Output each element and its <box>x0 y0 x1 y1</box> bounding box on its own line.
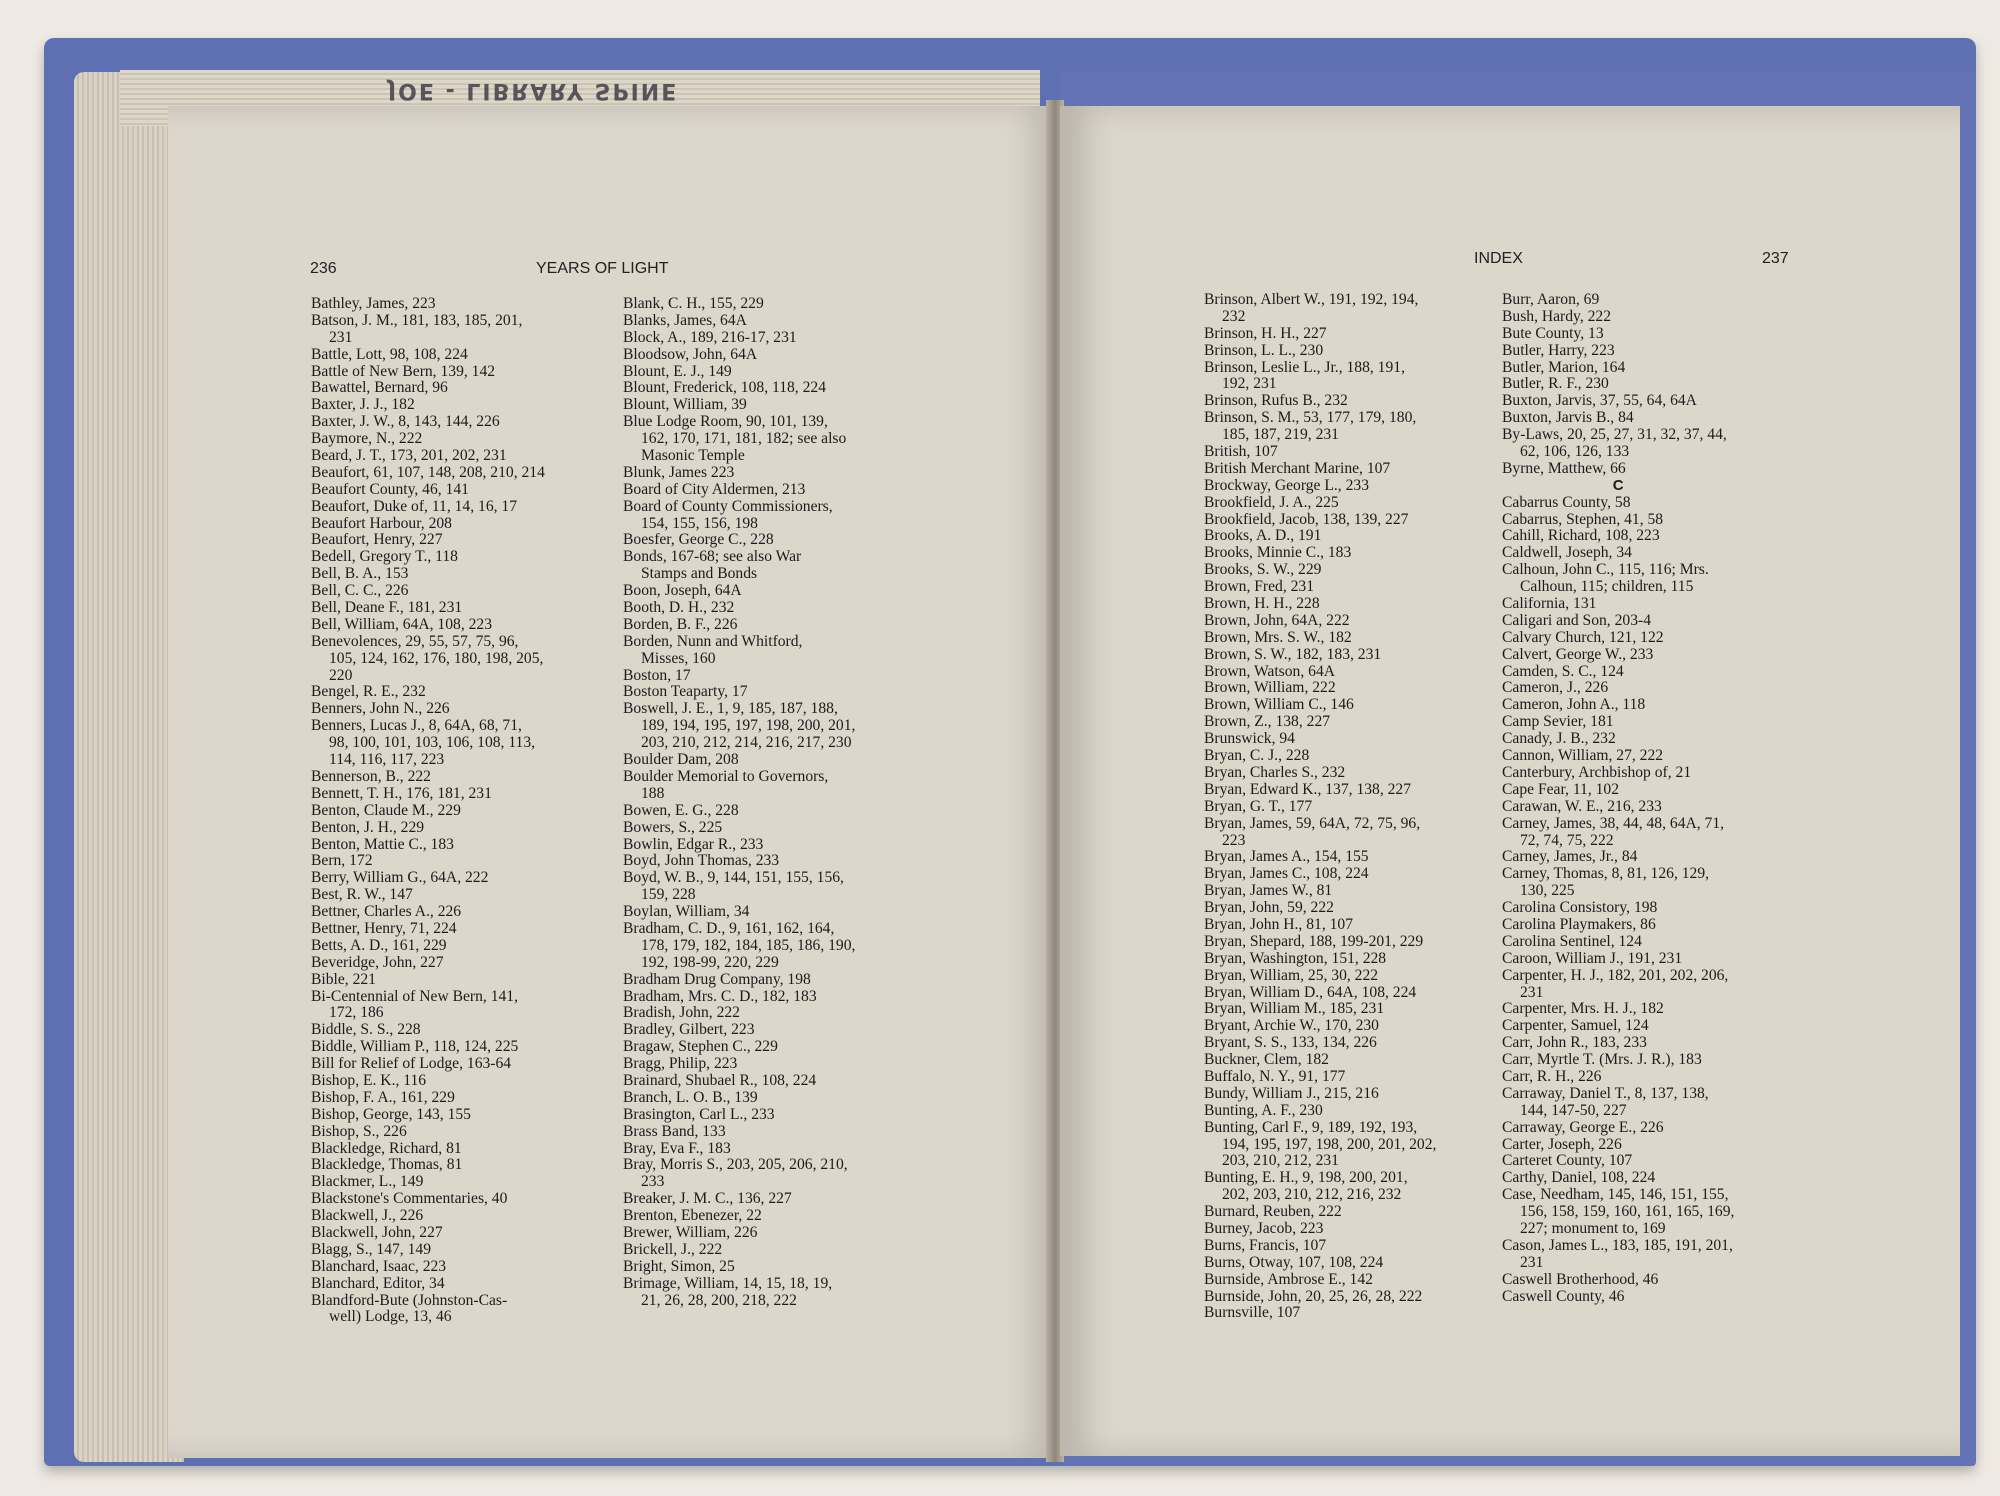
index-entry: Brenton, Ebenezer, 22 <box>623 1207 762 1225</box>
index-entry: Bathley, James, 223 <box>311 295 436 312</box>
index-entry: Carney, James, 38, 44, 48, 64A, 71, <box>1502 814 1725 832</box>
index-entry: 223 <box>1222 831 1246 849</box>
index-entry: Bloodsow, John, 64A <box>623 345 758 363</box>
index-entry: 72, 74, 75, 222 <box>1520 831 1614 849</box>
index-entry: Benton, Claude M., 229 <box>311 801 461 819</box>
index-entry: Carpenter, Mrs. H. J., 182 <box>1502 1000 1664 1018</box>
index-entry: Bryan, Charles S., 232 <box>1204 763 1346 781</box>
index-entry: Bryan, James A., 154, 155 <box>1204 848 1369 866</box>
right-page <box>1060 106 1960 1456</box>
index-entry: Carolina Sentinel, 124 <box>1502 932 1642 950</box>
index-entry: Baxter, J. W., 8, 143, 144, 226 <box>311 413 500 431</box>
index-entry: Bundy, William J., 215, 216 <box>1204 1084 1379 1102</box>
index-entry: 220 <box>329 666 353 684</box>
index-entry: Buffalo, N. Y., 91, 177 <box>1204 1067 1346 1085</box>
index-entry: 192, 231 <box>1222 375 1277 393</box>
index-entry: 227; monument to, 169 <box>1520 1219 1666 1237</box>
index-entry: Breaker, J. M. C., 136, 227 <box>623 1190 792 1208</box>
index-entry: 231 <box>329 328 353 346</box>
index-entry: Bowen, E. G., 228 <box>623 801 739 819</box>
index-entry: Beaufort Harbour, 208 <box>311 514 452 532</box>
index-entry: Bush, Hardy, 222 <box>1502 307 1612 325</box>
index-entry: Canterbury, Archbishop of, 21 <box>1502 763 1692 781</box>
index-entry: Boulder Memorial to Governors, <box>623 767 829 785</box>
index-entry: Bishop, S., 226 <box>311 1122 407 1140</box>
index-entry: Calhoun, John C., 115, 116; Mrs. <box>1502 561 1709 579</box>
index-entry: 232 <box>1222 307 1246 325</box>
index-entry: Beaufort, 61, 107, 148, 208, 210, 214 <box>311 463 545 481</box>
index-entry: Carteret County, 107 <box>1502 1152 1633 1170</box>
index-entry: Buxton, Jarvis B., 84 <box>1502 409 1634 427</box>
index-entry: 188 <box>641 784 665 802</box>
index-entry: Brinson, H. H., 227 <box>1204 324 1327 342</box>
index-entry: Bishop, E. K., 116 <box>311 1071 427 1089</box>
index-entry: Burns, Otway, 107, 108, 224 <box>1204 1253 1384 1271</box>
index-entry: Brown, John, 64A, 222 <box>1204 611 1350 629</box>
index-entry: Brown, William C., 146 <box>1204 696 1354 714</box>
index-entry: well) Lodge, 13, 46 <box>329 1308 452 1326</box>
index-entry: Bryan, John H., 81, 107 <box>1204 915 1354 933</box>
index-entry: Bright, Simon, 25 <box>623 1257 735 1275</box>
index-entry: Bryan, James, 59, 64A, 72, 75, 96, <box>1204 814 1421 832</box>
index-entry: 144, 147-50, 227 <box>1520 1101 1627 1119</box>
index-entry: Bryan, Washington, 151, 228 <box>1204 949 1387 967</box>
index-entry: Bell, C. C., 226 <box>311 582 409 600</box>
index-entry: Brinson, Leslie L., Jr., 188, 191, <box>1204 358 1405 376</box>
index-entry: Bryant, S. S., 133, 134, 226 <box>1204 1034 1377 1052</box>
index-entry: Board of County Commissioners, <box>623 497 833 515</box>
index-entry: Boswell, J. E., 1, 9, 185, 187, 188, <box>623 700 838 718</box>
index-entry: Brookfield, Jacob, 138, 139, 227 <box>1204 510 1409 528</box>
index-entry: Blanchard, Editor, 34 <box>311 1274 445 1292</box>
index-entry: Beaufort, Duke of, 11, 14, 16, 17 <box>311 497 518 515</box>
index-entry: Benton, Mattie C., 183 <box>311 835 454 853</box>
index-entry: Burnside, John, 20, 25, 26, 28, 222 <box>1204 1287 1423 1305</box>
index-entry: Bryan, William M., 185, 231 <box>1204 1000 1385 1018</box>
index-entry: Brown, Z., 138, 227 <box>1204 713 1331 731</box>
index-entry: Brown, William, 222 <box>1204 679 1336 697</box>
index-entry: Bryan, James W., 81 <box>1204 882 1333 900</box>
index-entry: 202, 203, 210, 212, 216, 232 <box>1222 1186 1402 1204</box>
index-entry: Benton, J. H., 229 <box>311 818 425 836</box>
index-entry: Butler, Marion, 164 <box>1502 358 1626 376</box>
edge-stamp: JOE - LIBRARY SPINE <box>388 78 679 103</box>
index-entry: Burr, Aaron, 69 <box>1502 291 1600 308</box>
index-entry: Blagg, S., 147, 149 <box>311 1240 431 1258</box>
index-entry: Calvary Church, 121, 122 <box>1502 628 1664 646</box>
index-entry: Caroon, William J., 191, 231 <box>1502 949 1683 967</box>
index-entry: Booth, D. H., 232 <box>623 599 735 617</box>
index-entry: 185, 187, 219, 231 <box>1222 426 1339 444</box>
index-entry: Bryan, William D., 64A, 108, 224 <box>1204 983 1417 1001</box>
index-entry: Bradham Drug Company, 198 <box>623 970 811 988</box>
index-entry: Brunswick, 94 <box>1204 730 1295 748</box>
index-entry: Bunting, E. H., 9, 198, 200, 201, <box>1204 1169 1408 1187</box>
index-entry: Brown, H. H., 228 <box>1204 595 1320 613</box>
index-entry: Bray, Eva F., 183 <box>623 1139 731 1157</box>
index-entry: Carney, Thomas, 8, 81, 126, 129, <box>1502 865 1710 883</box>
index-entry: Brinson, Albert W., 191, 192, 194, <box>1204 291 1419 308</box>
index-entry: Burney, Jacob, 223 <box>1204 1219 1324 1237</box>
left-column-2 <box>623 296 855 1309</box>
index-entry: Bennett, T. H., 176, 181, 231 <box>311 784 492 802</box>
left-page-number: 236 <box>310 260 337 277</box>
index-entry: Bunting, A. F., 230 <box>1204 1101 1323 1119</box>
index-entry: Benevolences, 29, 55, 57, 75, 96, <box>311 632 519 650</box>
index-entry: 62, 106, 126, 133 <box>1520 443 1630 461</box>
index-entry: Blount, William, 39 <box>623 396 747 414</box>
left-column-1 <box>311 296 545 1326</box>
index-entry: Boesfer, George C., 228 <box>623 531 774 549</box>
left-running-head: YEARS OF LIGHT <box>536 260 669 277</box>
index-entry: Bradham, Mrs. C. D., 182, 183 <box>623 987 817 1005</box>
index-entry: 178, 179, 182, 184, 185, 186, 190, <box>641 936 856 954</box>
index-entry: Bill for Relief of Lodge, 163-64 <box>311 1055 512 1073</box>
index-entry: Bettner, Charles A., 226 <box>311 903 462 921</box>
index-entry: Blue Lodge Room, 90, 101, 139, <box>623 413 828 431</box>
index-entry: Bryan, Edward K., 137, 138, 227 <box>1204 780 1412 798</box>
index-entry: Bragaw, Stephen C., 229 <box>623 1038 778 1056</box>
index-entry: 189, 194, 195, 197, 198, 200, 201, <box>641 717 856 735</box>
index-entry: Beard, J. T., 173, 201, 202, 231 <box>311 447 507 465</box>
index-entry: Brimage, William, 14, 15, 18, 19, <box>623 1274 833 1292</box>
index-entry: 172, 186 <box>329 1004 384 1022</box>
index-entry: Beaufort County, 46, 141 <box>311 480 469 498</box>
index-entry: 21, 26, 28, 200, 218, 222 <box>641 1291 797 1309</box>
index-entry: Boon, Joseph, 64A <box>623 582 742 600</box>
index-entry: Berry, William G., 64A, 222 <box>311 869 489 887</box>
index-entry: Calvert, George W., 233 <box>1502 645 1654 663</box>
right-page-number: 237 <box>1762 250 1789 267</box>
index-entry: Bunting, Carl F., 9, 189, 192, 193, <box>1204 1118 1418 1136</box>
index-entry: Board of City Aldermen, 213 <box>623 480 806 498</box>
index-entry: Branch, L. O. B., 139 <box>623 1088 758 1106</box>
index-entry: Boston Teaparty, 17 <box>623 683 748 701</box>
index-entry: Carter, Joseph, 226 <box>1502 1135 1622 1153</box>
index-entry: Bonds, 167-68; see also War <box>623 548 802 566</box>
index-entry: Caligari and Son, 203-4 <box>1502 611 1651 629</box>
index-entry: Cabarrus County, 58 <box>1502 493 1631 511</box>
index-entry: Blount, Frederick, 108, 118, 224 <box>623 379 826 397</box>
index-entry: Bell, B. A., 153 <box>311 565 409 583</box>
index-entry: Bedell, Gregory T., 118 <box>311 548 458 566</box>
index-entry: Biddle, S. S., 228 <box>311 1021 421 1039</box>
index-entry: British Merchant Marine, 107 <box>1204 459 1391 477</box>
index-entry: Blackwell, J., 226 <box>311 1207 424 1225</box>
index-entry: Batson, J. M., 181, 183, 185, 201, <box>311 311 523 329</box>
index-entry: 233 <box>641 1173 665 1191</box>
index-entry: Biddle, William P., 118, 124, 225 <box>311 1038 519 1056</box>
index-entry: Beaufort, Henry, 227 <box>311 531 443 549</box>
index-entry: Carpenter, H. J., 182, 201, 202, 206, <box>1502 966 1729 984</box>
index-entry: Blank, C. H., 155, 229 <box>623 295 764 312</box>
right-running-head: INDEX <box>1474 250 1523 267</box>
index-entry: Bryan, James C., 108, 224 <box>1204 865 1369 883</box>
index-entry: Boyd, John Thomas, 233 <box>623 852 780 870</box>
right-column-1 <box>1204 292 1436 1322</box>
index-entry: Brockway, George L., 233 <box>1204 476 1369 494</box>
index-entry: Buckner, Clem, 182 <box>1204 1051 1329 1069</box>
index-entry: Bryan, Shepard, 188, 199-201, 229 <box>1204 932 1424 950</box>
index-entry: Brinson, S. M., 53, 177, 179, 180, <box>1204 409 1417 427</box>
index-entry: Brown, Watson, 64A <box>1204 662 1336 680</box>
index-entry: By-Laws, 20, 25, 27, 31, 32, 37, 44, <box>1502 426 1727 444</box>
index-entry: Bi-Centennial of New Bern, 141, <box>311 987 519 1005</box>
index-entry: Calhoun, 115; children, 115 <box>1520 578 1694 596</box>
index-entry: Canady, J. B., 232 <box>1502 730 1616 748</box>
index-entry: Bell, William, 64A, 108, 223 <box>311 615 493 633</box>
index-entry: Bradish, John, 222 <box>623 1004 740 1022</box>
index-entry: Caswell County, 46 <box>1502 1287 1625 1305</box>
left-page <box>168 106 1053 1458</box>
index-entry: Borden, Nunn and Whitford, <box>623 632 803 650</box>
index-entry: Brasington, Carl L., 233 <box>623 1105 775 1123</box>
index-entry: Cameron, J., 226 <box>1502 679 1609 697</box>
index-entry: Carraway, George E., 226 <box>1502 1118 1664 1136</box>
index-entry: Brinson, L. L., 230 <box>1204 341 1324 359</box>
index-entry: Bishop, F. A., 161, 229 <box>311 1088 455 1106</box>
index-entry: 231 <box>1520 1253 1544 1271</box>
index-entry: Cannon, William, 27, 222 <box>1502 747 1664 765</box>
index-entry: Boyd, W. B., 9, 144, 151, 155, 156, <box>623 869 844 887</box>
index-entry: Misses, 160 <box>641 649 716 667</box>
index-entry: Bern, 172 <box>311 852 373 870</box>
index-entry: Best, R. W., 147 <box>311 886 413 904</box>
index-entry: Bell, Deane F., 181, 231 <box>311 599 463 617</box>
index-entry: Brass Band, 133 <box>623 1122 726 1140</box>
index-entry: Bryan, William, 25, 30, 222 <box>1204 966 1379 984</box>
index-entry: Masonic Temple <box>641 447 745 465</box>
index-entry: 203, 210, 212, 214, 216, 217, 230 <box>641 734 852 752</box>
index-entry: Carpenter, Samuel, 124 <box>1502 1017 1649 1035</box>
index-entry: Blackmer, L., 149 <box>311 1173 424 1191</box>
right-column-2 <box>1502 292 1734 1305</box>
index-entry: Bryan, C. J., 228 <box>1204 747 1310 765</box>
index-entry: Bragg, Philip, 223 <box>623 1055 738 1073</box>
index-entry: Bray, Morris S., 203, 205, 206, 210, <box>623 1156 848 1174</box>
index-entry: Boston, 17 <box>623 666 691 684</box>
index-entry: Brooks, S. W., 229 <box>1204 561 1322 579</box>
index-entry: Caswell Brotherhood, 46 <box>1502 1270 1659 1288</box>
index-entry: Carolina Consistory, 198 <box>1502 899 1658 917</box>
index-entry: Burnsville, 107 <box>1204 1304 1301 1322</box>
index-entry: 159, 228 <box>641 886 696 904</box>
index-entry: Brown, S. W., 182, 183, 231 <box>1204 645 1382 663</box>
index-letter-heading: C <box>1612 476 1624 494</box>
index-entry: Brickell, J., 222 <box>623 1240 723 1258</box>
index-entry: 194, 195, 197, 198, 200, 201, 202, <box>1222 1135 1437 1153</box>
index-entry: Carr, Myrtle T. (Mrs. J. R.), 183 <box>1502 1051 1702 1069</box>
index-entry: 114, 116, 117, 223 <box>329 751 445 769</box>
index-entry: Blackwell, John, 227 <box>311 1223 443 1241</box>
index-entry: 154, 155, 156, 198 <box>641 514 758 532</box>
index-entry: Brewer, William, 226 <box>623 1223 758 1241</box>
index-entry: Blackledge, Thomas, 81 <box>311 1156 463 1174</box>
index-entry: 156, 158, 159, 160, 161, 165, 169, <box>1520 1203 1735 1221</box>
index-entry: Battle of New Bern, 139, 142 <box>311 362 496 380</box>
index-entry: Brainard, Shubael R., 108, 224 <box>623 1071 817 1089</box>
index-entry: Baymore, N., 222 <box>311 430 423 448</box>
index-entry: Carney, James, Jr., 84 <box>1502 848 1638 866</box>
index-entry: Carthy, Daniel, 108, 224 <box>1502 1169 1656 1187</box>
index-entry: Case, Needham, 145, 146, 151, 155, <box>1502 1186 1729 1204</box>
index-entry: Brinson, Rufus B., 232 <box>1204 392 1348 410</box>
index-entry: Carawan, W. E., 216, 233 <box>1502 797 1662 815</box>
index-entry: Cameron, John A., 118 <box>1502 696 1646 714</box>
index-entry: Blanks, James, 64A <box>623 311 747 329</box>
index-entry: Brookfield, J. A., 225 <box>1204 493 1339 511</box>
index-entry: Brown, Mrs. S. W., 182 <box>1204 628 1352 646</box>
index-entry: Bennerson, B., 222 <box>311 767 431 785</box>
index-entry: Bryan, G. T., 177 <box>1204 797 1313 815</box>
index-entry: Benners, John N., 226 <box>311 700 450 718</box>
index-entry: 192, 198-99, 220, 229 <box>641 953 779 971</box>
index-entry: Bryan, John, 59, 222 <box>1204 899 1334 917</box>
index-entry: Bowers, S., 225 <box>623 818 723 836</box>
index-entry: Cape Fear, 11, 102 <box>1502 780 1620 798</box>
index-entry: Cason, James L., 183, 185, 191, 201, <box>1502 1236 1733 1254</box>
index-entry: Blanchard, Isaac, 223 <box>311 1257 447 1275</box>
index-entry: Brooks, Minnie C., 183 <box>1204 544 1352 562</box>
index-entry: Beveridge, John, 227 <box>311 953 444 971</box>
index-entry: Stamps and Bonds <box>641 565 758 583</box>
index-entry: Bawattel, Bernard, 96 <box>311 379 448 397</box>
index-entry: Benners, Lucas J., 8, 64A, 68, 71, <box>311 717 522 735</box>
index-entry: Butler, Harry, 223 <box>1502 341 1615 359</box>
index-entry: Burnard, Reuben, 222 <box>1204 1203 1342 1221</box>
index-entry: California, 131 <box>1502 595 1597 613</box>
index-entry: Buxton, Jarvis, 37, 55, 64, 64A <box>1502 392 1697 410</box>
index-entry: Caldwell, Joseph, 34 <box>1502 544 1632 562</box>
index-entry: Bettner, Henry, 71, 224 <box>311 919 457 937</box>
index-entry: Block, A., 189, 216-17, 231 <box>623 328 797 346</box>
index-entry: Blunk, James 223 <box>623 463 735 481</box>
index-entry: Bryant, Archie W., 170, 230 <box>1204 1017 1379 1035</box>
index-entry: Blandford-Bute (Johnston-Cas- <box>311 1291 508 1309</box>
index-entry: Carraway, Daniel T., 8, 137, 138, <box>1502 1084 1709 1102</box>
index-entry: Bishop, George, 143, 155 <box>311 1105 471 1123</box>
index-entry: Burnside, Ambrose E., 142 <box>1204 1270 1373 1288</box>
index-entry: 231 <box>1520 983 1544 1001</box>
index-entry: Boulder Dam, 208 <box>623 751 739 769</box>
index-entry: Bradham, C. D., 9, 161, 162, 164, <box>623 919 835 937</box>
index-entry: Carr, John R., 183, 233 <box>1502 1034 1647 1052</box>
index-entry: 130, 225 <box>1520 882 1575 900</box>
index-entry: Blackstone's Commentaries, 40 <box>311 1190 508 1208</box>
index-entry: Cabarrus, Stephen, 41, 58 <box>1502 510 1664 528</box>
index-entry: Bible, 221 <box>311 970 376 988</box>
index-entry: Betts, A. D., 161, 229 <box>311 936 447 954</box>
index-entry: Cahill, Richard, 108, 223 <box>1502 527 1660 545</box>
index-entry: British, 107 <box>1204 443 1278 461</box>
index-entry: Carr, R. H., 226 <box>1502 1067 1602 1085</box>
index-entry: Bowlin, Edgar R., 233 <box>623 835 764 853</box>
index-entry: Blackledge, Richard, 81 <box>311 1139 462 1157</box>
index-entry: Byrne, Matthew, 66 <box>1502 459 1626 477</box>
index-entry: 98, 100, 101, 103, 106, 108, 113, <box>329 734 536 752</box>
index-entry: Camp Sevier, 181 <box>1502 713 1614 731</box>
index-entry: 203, 210, 212, 231 <box>1222 1152 1339 1170</box>
index-entry: 105, 124, 162, 176, 180, 198, 205, <box>329 649 544 667</box>
index-entry: Carolina Playmakers, 86 <box>1502 915 1656 933</box>
index-entry: Boylan, William, 34 <box>623 903 750 921</box>
index-entry: Blount, E. J., 149 <box>623 362 732 380</box>
index-entry: Bradley, Gilbert, 223 <box>623 1021 755 1039</box>
index-entry: Camden, S. C., 124 <box>1502 662 1624 680</box>
index-entry: Borden, B. F., 226 <box>623 615 738 633</box>
index-entry: Bengel, R. E., 232 <box>311 683 426 701</box>
index-entry: Brooks, A. D., 191 <box>1204 527 1322 545</box>
index-entry: Burns, Francis, 107 <box>1204 1236 1327 1254</box>
index-entry: Baxter, J. J., 182 <box>311 396 415 414</box>
index-entry: Brown, Fred, 231 <box>1204 578 1315 596</box>
index-entry: Bute County, 13 <box>1502 324 1604 342</box>
index-entry: Butler, R. F., 230 <box>1502 375 1609 393</box>
index-entry: 162, 170, 171, 181, 182; see also <box>641 430 847 448</box>
index-entry: Battle, Lott, 98, 108, 224 <box>311 345 468 363</box>
